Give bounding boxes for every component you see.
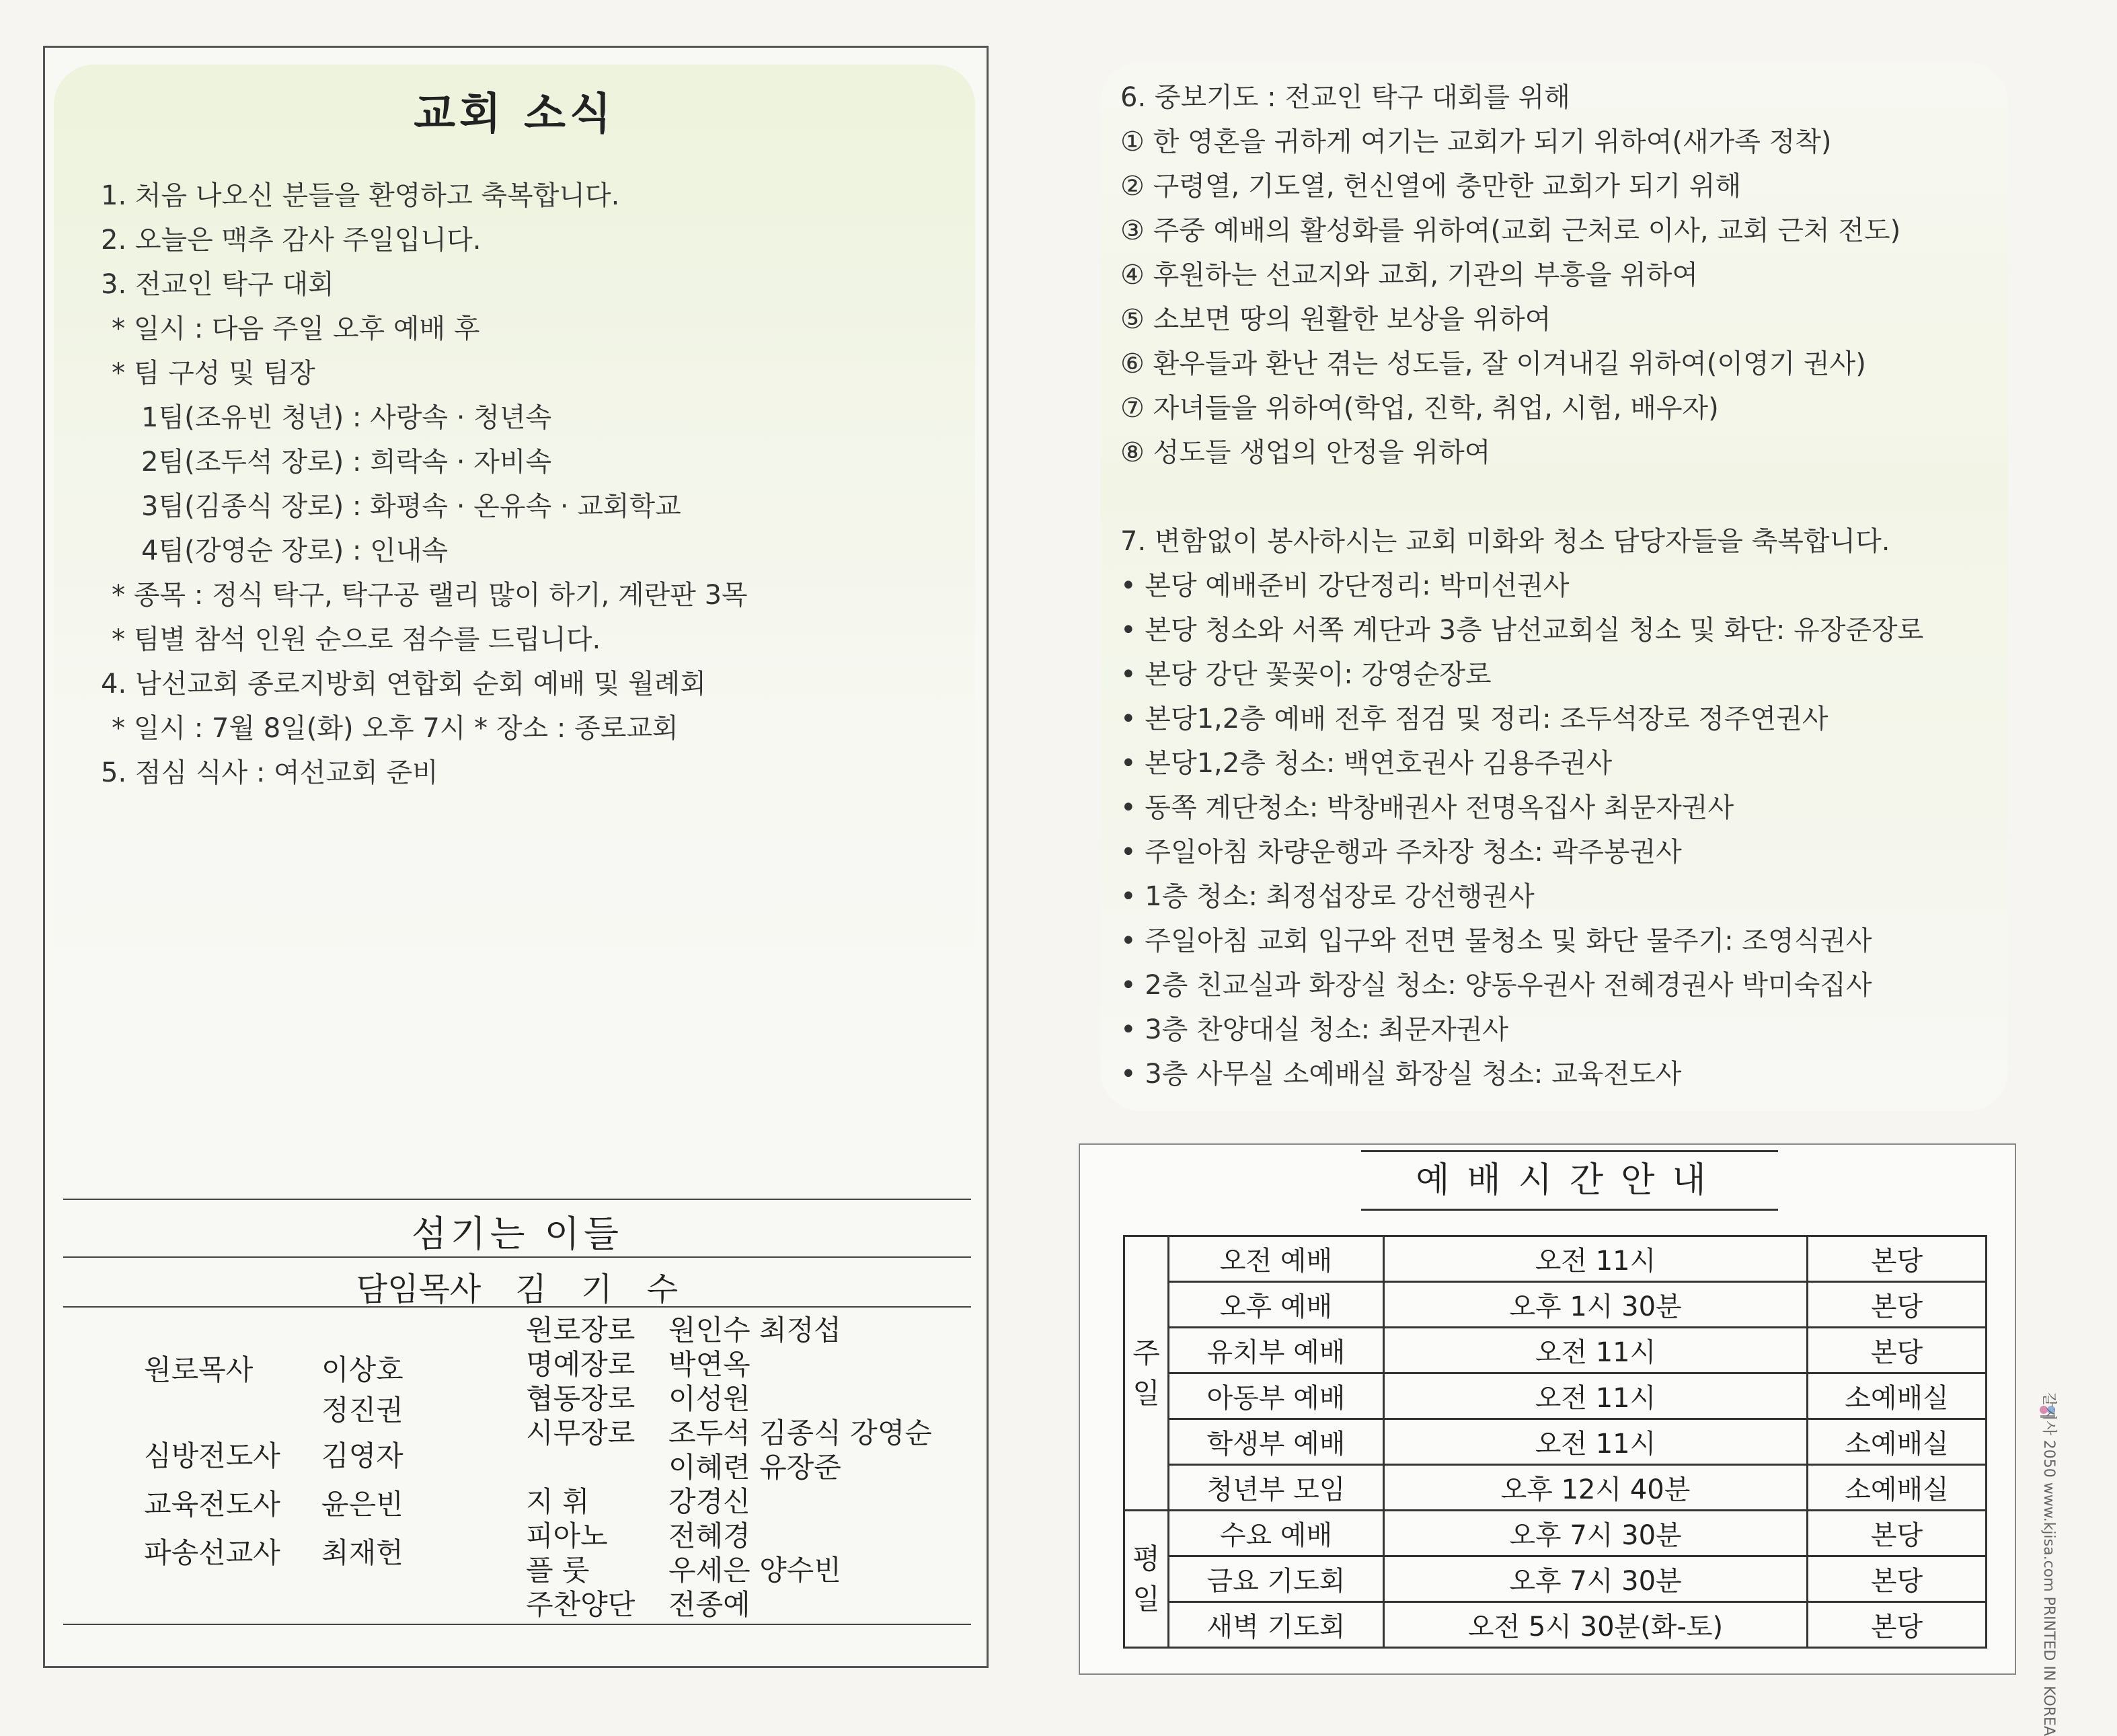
service-place: 본당 xyxy=(1808,1282,1987,1328)
person-name: 강경신 xyxy=(668,1485,750,1518)
left-role-column xyxy=(144,1352,280,1575)
prayer-item: ⑥ 환우들과 환난 겪는 성도들, 잘 이겨내길 위하여(이영기 권사) xyxy=(1120,348,1866,379)
service-place: 본당 xyxy=(1808,1328,1987,1373)
prayer-heading: 6. 중보기도 : 전교인 탁구 대회를 위해 xyxy=(1120,82,1570,113)
role-label: 주찬양단 xyxy=(526,1588,636,1621)
prayer-item: ⑤ 소보면 땅의 원활한 보상을 위하여 xyxy=(1120,304,1551,335)
left-name-column xyxy=(321,1352,403,1575)
group-weekday: 평일 xyxy=(1124,1511,1169,1648)
divider xyxy=(63,1199,971,1200)
table-row xyxy=(1124,1511,1987,1556)
service-time: 오전 11시 xyxy=(1384,1419,1808,1465)
news-subitem: * 일시 : 다음 주일 오후 예배 후 xyxy=(112,313,480,344)
person-name: 이혜련 유장준 xyxy=(668,1451,841,1484)
table-row xyxy=(1124,1556,1987,1602)
cleaning-heading: 7. 변함없이 봉사하시는 교회 미화와 청소 담당자들을 축복합니다. xyxy=(1120,526,1890,557)
news-subitem: * 일시 : 7월 8일(화) 오후 7시 * 장소 : 종로교회 xyxy=(112,713,679,744)
team-item: 4팀(강영순 장로) : 인내속 xyxy=(141,535,449,566)
table-row xyxy=(1124,1236,1987,1282)
person-name: 원인수 최정섭 xyxy=(668,1314,841,1347)
service-name: 유치부 예배 xyxy=(1169,1328,1384,1373)
service-time: 오전 5시 30분(화-토) xyxy=(1384,1602,1808,1648)
team-item: 2팀(조두석 장로) : 희락속 · 자비속 xyxy=(141,447,552,478)
role-label: 원로장로 xyxy=(526,1314,636,1347)
service-time: 오전 11시 xyxy=(1384,1236,1808,1282)
divider xyxy=(63,1256,971,1258)
service-name: 학생부 예배 xyxy=(1169,1419,1384,1465)
role-label xyxy=(526,1450,635,1484)
person-name: 전종예 xyxy=(668,1588,750,1621)
role-label: 파송선교사 xyxy=(144,1536,280,1569)
service-time: 오전 11시 xyxy=(1384,1373,1808,1419)
news-item: 5. 점심 식사 : 여선교회 준비 xyxy=(101,757,438,788)
prayer-item: ⑧ 성도들 생업의 안정을 위하여 xyxy=(1120,437,1491,468)
right-name-column xyxy=(668,1313,932,1622)
cleaning-item: • 동쪽 계단청소: 박창배권사 전명옥집사 최문자권사 xyxy=(1120,792,1734,823)
role-label: 협동장로 xyxy=(526,1382,636,1415)
cleaning-item: • 2층 친교실과 화장실 청소: 양동우권사 전혜경권사 박미숙집사 xyxy=(1120,970,1872,1001)
person-name: 박연옥 xyxy=(668,1348,750,1381)
service-place: 본당 xyxy=(1808,1511,1987,1556)
table-row xyxy=(1124,1419,1987,1465)
news-subitem: * 팀 구성 및 팀장 xyxy=(112,358,315,389)
service-name: 아동부 예배 xyxy=(1169,1373,1384,1419)
service-name: 금요 기도회 xyxy=(1169,1556,1384,1602)
service-place: 소예배실 xyxy=(1808,1373,1987,1419)
service-name: 수요 예배 xyxy=(1169,1511,1384,1556)
table-row xyxy=(1124,1328,1987,1373)
worship-schedule-box xyxy=(1079,1143,2016,1675)
cleaning-item: • 본당 강단 꽃꽂이: 강영순장로 xyxy=(1120,659,1492,690)
person-name: 전혜경 xyxy=(668,1519,750,1552)
prayer-item: ① 한 영혼을 귀하게 여기는 교회가 되기 위하여(새가족 정착) xyxy=(1120,126,1832,157)
news-subitem: * 팀별 참석 인원 순으로 점수를 드립니다. xyxy=(112,624,601,655)
right-role-column xyxy=(526,1313,635,1622)
service-name: 새벽 기도회 xyxy=(1169,1602,1384,1648)
news-subitem: * 종목 : 정식 탁구, 탁구공 랠리 많이 하기, 계란판 3목 xyxy=(112,580,748,611)
cleaning-item: • 본당1,2층 예배 전후 점검 및 정리: 조두석장로 정주연권사 xyxy=(1120,704,1829,734)
cleaning-item: • 주일아침 차량운행과 주차장 청소: 곽주봉권사 xyxy=(1120,837,1682,868)
role-label: 명예장로 xyxy=(526,1348,636,1381)
person-name: 윤은빈 xyxy=(321,1488,403,1521)
cleaning-item: • 본당 예배준비 강단정리: 박미선권사 xyxy=(1120,570,1570,601)
role-label xyxy=(144,1392,280,1438)
cleaning-item: • 3층 사무실 소예배실 화장실 청소: 교육전도사 xyxy=(1120,1059,1682,1090)
person-name: 정진권 xyxy=(321,1394,403,1427)
service-place: 본당 xyxy=(1808,1236,1987,1282)
service-place: 본당 xyxy=(1808,1556,1987,1602)
service-time: 오후 1시 30분 xyxy=(1384,1282,1808,1328)
prayer-item: ④ 후원하는 선교지와 교회, 기관의 부흥을 위하여 xyxy=(1120,260,1699,291)
person-name: 이성원 xyxy=(668,1382,750,1415)
news-item: 1. 처음 나오신 분들을 환영하고 축복합니다. xyxy=(101,180,620,211)
service-place: 본당 xyxy=(1808,1602,1987,1648)
person-name: 김영자 xyxy=(321,1439,403,1472)
role-label: 시무장로 xyxy=(526,1417,636,1449)
divider xyxy=(63,1624,971,1625)
cleaning-item: • 본당1,2층 청소: 백연호권사 김용주권사 xyxy=(1120,748,1613,779)
prayer-item: ⑦ 자녀들을 위하여(학업, 진학, 취업, 시험, 배우자) xyxy=(1120,393,1719,424)
team-item: 1팀(조유빈 청년) : 사랑속 · 청년속 xyxy=(141,402,552,433)
prayer-item: ③ 주중 예배의 활성화를 위하여(교회 근처로 이사, 교회 근처 전도) xyxy=(1120,215,1901,246)
table-row xyxy=(1124,1465,1987,1511)
cleaning-item: • 1층 청소: 최정섭장로 강선행권사 xyxy=(1120,881,1535,912)
servants-title: 섬기는 이들 xyxy=(412,1213,623,1255)
role-label: 플 룻 xyxy=(526,1554,590,1587)
divider xyxy=(63,1306,971,1308)
role-label: 원로목사 xyxy=(144,1353,254,1386)
table-row xyxy=(1124,1373,1987,1419)
print-info: 갈지사 2050 www.kjisa.com PRINTED IN KOREA xyxy=(2040,1392,2057,1736)
service-time: 오후 12시 40분 xyxy=(1384,1465,1808,1511)
service-name: 오전 예배 xyxy=(1169,1236,1384,1282)
team-item: 3팀(김종식 장로) : 화평속 · 온유속 · 교회학교 xyxy=(141,491,681,522)
person-name: 조두석 김종식 강영순 xyxy=(668,1417,932,1449)
role-label: 심방전도사 xyxy=(144,1439,280,1472)
table-row xyxy=(1124,1602,1987,1648)
prayer-item: ② 구령열, 기도열, 헌신열에 충만한 교회가 되기 위해 xyxy=(1120,171,1742,202)
servants-section xyxy=(63,1199,971,1629)
worship-schedule-table xyxy=(1123,1235,1987,1649)
service-name: 오후 예배 xyxy=(1169,1282,1384,1328)
service-place: 소예배실 xyxy=(1808,1465,1987,1511)
service-time: 오후 7시 30분 xyxy=(1384,1511,1808,1556)
senior-pastor: 담임목사 김 기 수 xyxy=(356,1271,679,1308)
news-item: 3. 전교인 탁구 대회 xyxy=(101,269,334,300)
role-label: 피아노 xyxy=(526,1519,608,1552)
table-row xyxy=(1124,1282,1987,1328)
group-sunday: 주일 xyxy=(1124,1236,1169,1511)
role-label: 지 휘 xyxy=(526,1485,590,1518)
role-label: 교육전도사 xyxy=(144,1488,280,1521)
service-time: 오전 11시 xyxy=(1384,1328,1808,1373)
news-item: 2. 오늘은 맥추 감사 주일입니다. xyxy=(101,225,482,256)
cleaning-item: • 본당 청소와 서쪽 계단과 3층 남선교회실 청소 및 화단: 유장준장로 xyxy=(1120,615,1924,646)
church-news-title: 교회 소식 xyxy=(414,89,615,139)
service-name: 청년부 모임 xyxy=(1169,1465,1384,1511)
person-name: 우세은 양수빈 xyxy=(668,1554,841,1587)
service-time: 오후 7시 30분 xyxy=(1384,1556,1808,1602)
person-name: 최재헌 xyxy=(321,1536,403,1569)
person-name: 이상호 xyxy=(321,1353,403,1386)
cleaning-item: • 3층 찬양대실 청소: 최문자권사 xyxy=(1120,1014,1509,1045)
service-place: 소예배실 xyxy=(1808,1419,1987,1465)
cleaning-item: • 주일아침 교회 입구와 전면 물청소 및 화단 물주기: 조영식권사 xyxy=(1120,926,1872,956)
news-item: 4. 남선교회 종로지방회 연합회 순회 예배 및 월례회 xyxy=(101,669,706,700)
worship-schedule-title: 예배시간안내 xyxy=(1361,1150,1778,1211)
